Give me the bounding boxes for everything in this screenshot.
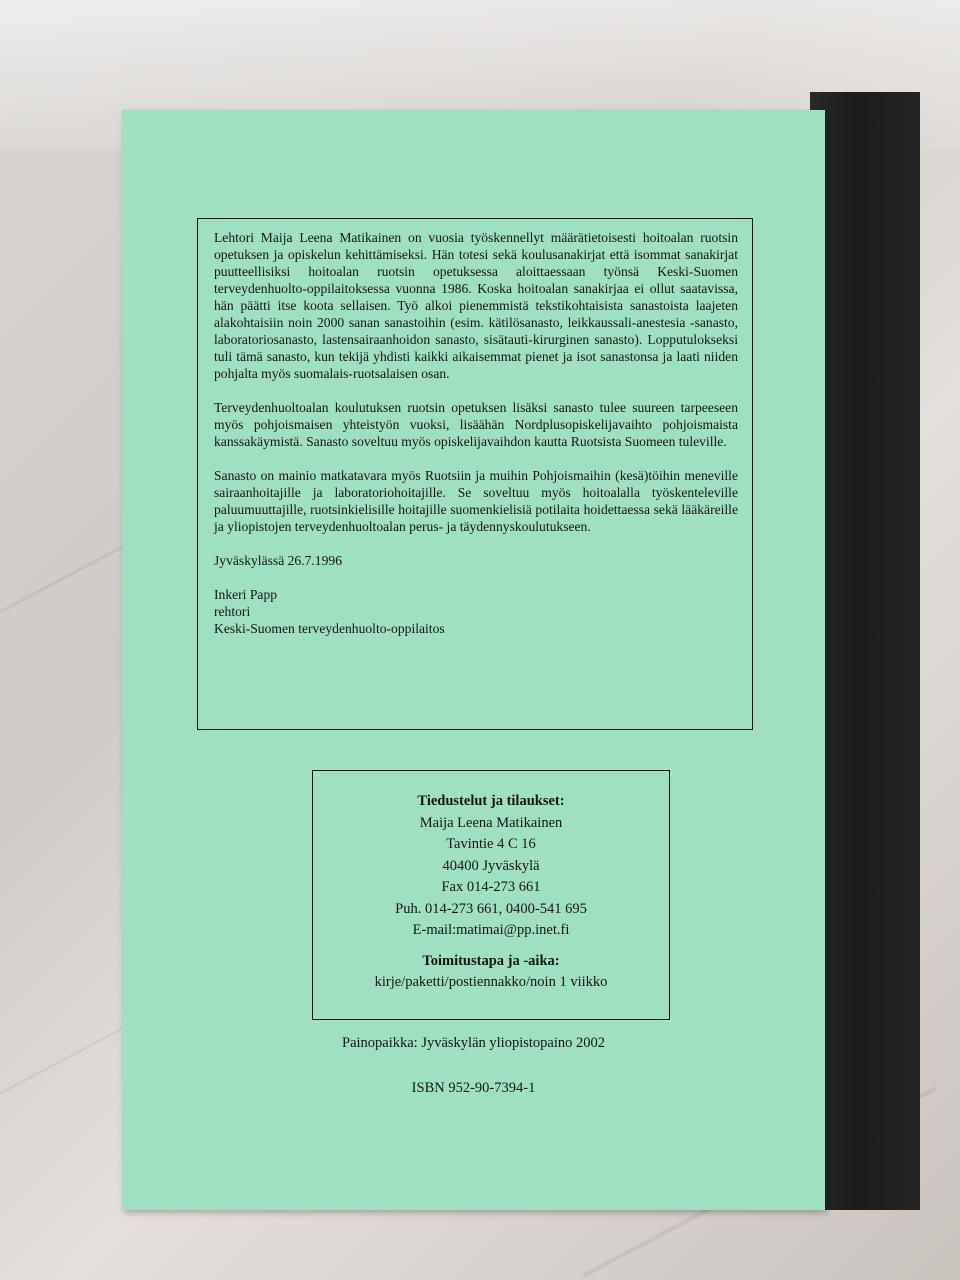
delivery-text: kirje/paketti/postiennakko/noin 1 viikko — [374, 974, 608, 990]
intro-paragraph: Sanasto on mainio matkatavara myös Ruotsiin ja muihin Pohjoismaihin (kesä)töihin meneville sairaanhoitajille ja laboratoriohoitajille. Se soveltuu myös hoitoalalla työskenteleville paluumuuttajille, ruotsinkielisille hoitajille suomenkielisiä potilaita hoidettaessa sekä lääkäreille ja yliopistojen terveydenhuoltoalan perus- ja täydennyskoulutukseen. — [214, 468, 738, 534]
contact-line: Tavintie 4 C 16 — [446, 836, 536, 852]
signature-org: Keski-Suomen terveydenhuolto-oppilaitos — [214, 621, 445, 636]
signature-name: Inkeri Papp — [214, 587, 278, 602]
isbn-line: ISBN 952-90-7394-1 — [411, 1080, 536, 1096]
contact-line: 40400 Jyväskylä — [442, 857, 540, 874]
book-back-cover — [122, 110, 825, 1210]
printer-line: Painopaikka: Jyväskylän yliopistopaino 2002 — [342, 1035, 605, 1051]
delivery-heading: Toimitustapa ja -aika: — [422, 952, 560, 969]
intro-date: Jyväskylässä 26.7.1996 — [214, 553, 342, 568]
contact-email: E-mail:matimai@pp.inet.fi — [412, 922, 570, 938]
intro-paragraph: Terveydenhuoltoalan koulutuksen ruotsin opetuksen lisäksi sanasto tulee suureen tarpeeseen myös pohjoismaisen yhteistyön vuoksi, lisäähän Nordplusopiskelijavaihto pohjoismaista kanssakäymistä. Sanasto soveltuu myös opiskelijavaihdon kautta Ruotsista Suomeen tuleville. — [214, 400, 738, 449]
intro-box — [197, 218, 753, 730]
intro-paragraph: Lehtori Maija Leena Matikainen on vuosia työskennellyt määrätietoisesti hoitoalan ruotsin opetuksen ja opiskelun kehittämiseksi. Hän totesi sekä koulusanakirjat että isommat sanakirjat puutteellisiksi hoitoalan ruotsin opetuksessa aloittaessaan työnsä Keski-Suomen terveydenhuolto-oppilaitoksessa vuonna 1986. Koska hoitoalan sanakirjaa ei ollut saatavissa, hän päätti itse koota sellaisen. Työ alkoi pienemmistä tekstikohtaisista sanastoista laajeten alakohtaisiin noin 2000 sanan sanastoihin (esim. kätilösanasto, leikkaussali-anestesia -sanasto, laboratoriosanasto, lastensairaanhoidon sanasto, sisätauti-kirurginen sanasto). Lopputulokseksi tuli tämä sanasto, kun tekijä yhdisti kaikki aikaisemmat pienet ja isot sanastonsa ja laati niiden pohjalta myös suomalais-ruotsalaisen osan. — [214, 230, 738, 381]
contact-heading: Tiedustelut ja tilaukset: — [417, 793, 565, 809]
book-spine — [810, 92, 920, 1210]
contact-line: Puh. 014-273 661, 0400-541 695 — [395, 900, 587, 917]
contact-line: Maija Leena Matikainen — [419, 814, 563, 831]
contact-box — [312, 770, 670, 1020]
contact-line: Fax 014-273 661 — [441, 879, 541, 895]
signature-title: rehtori — [214, 604, 251, 619]
